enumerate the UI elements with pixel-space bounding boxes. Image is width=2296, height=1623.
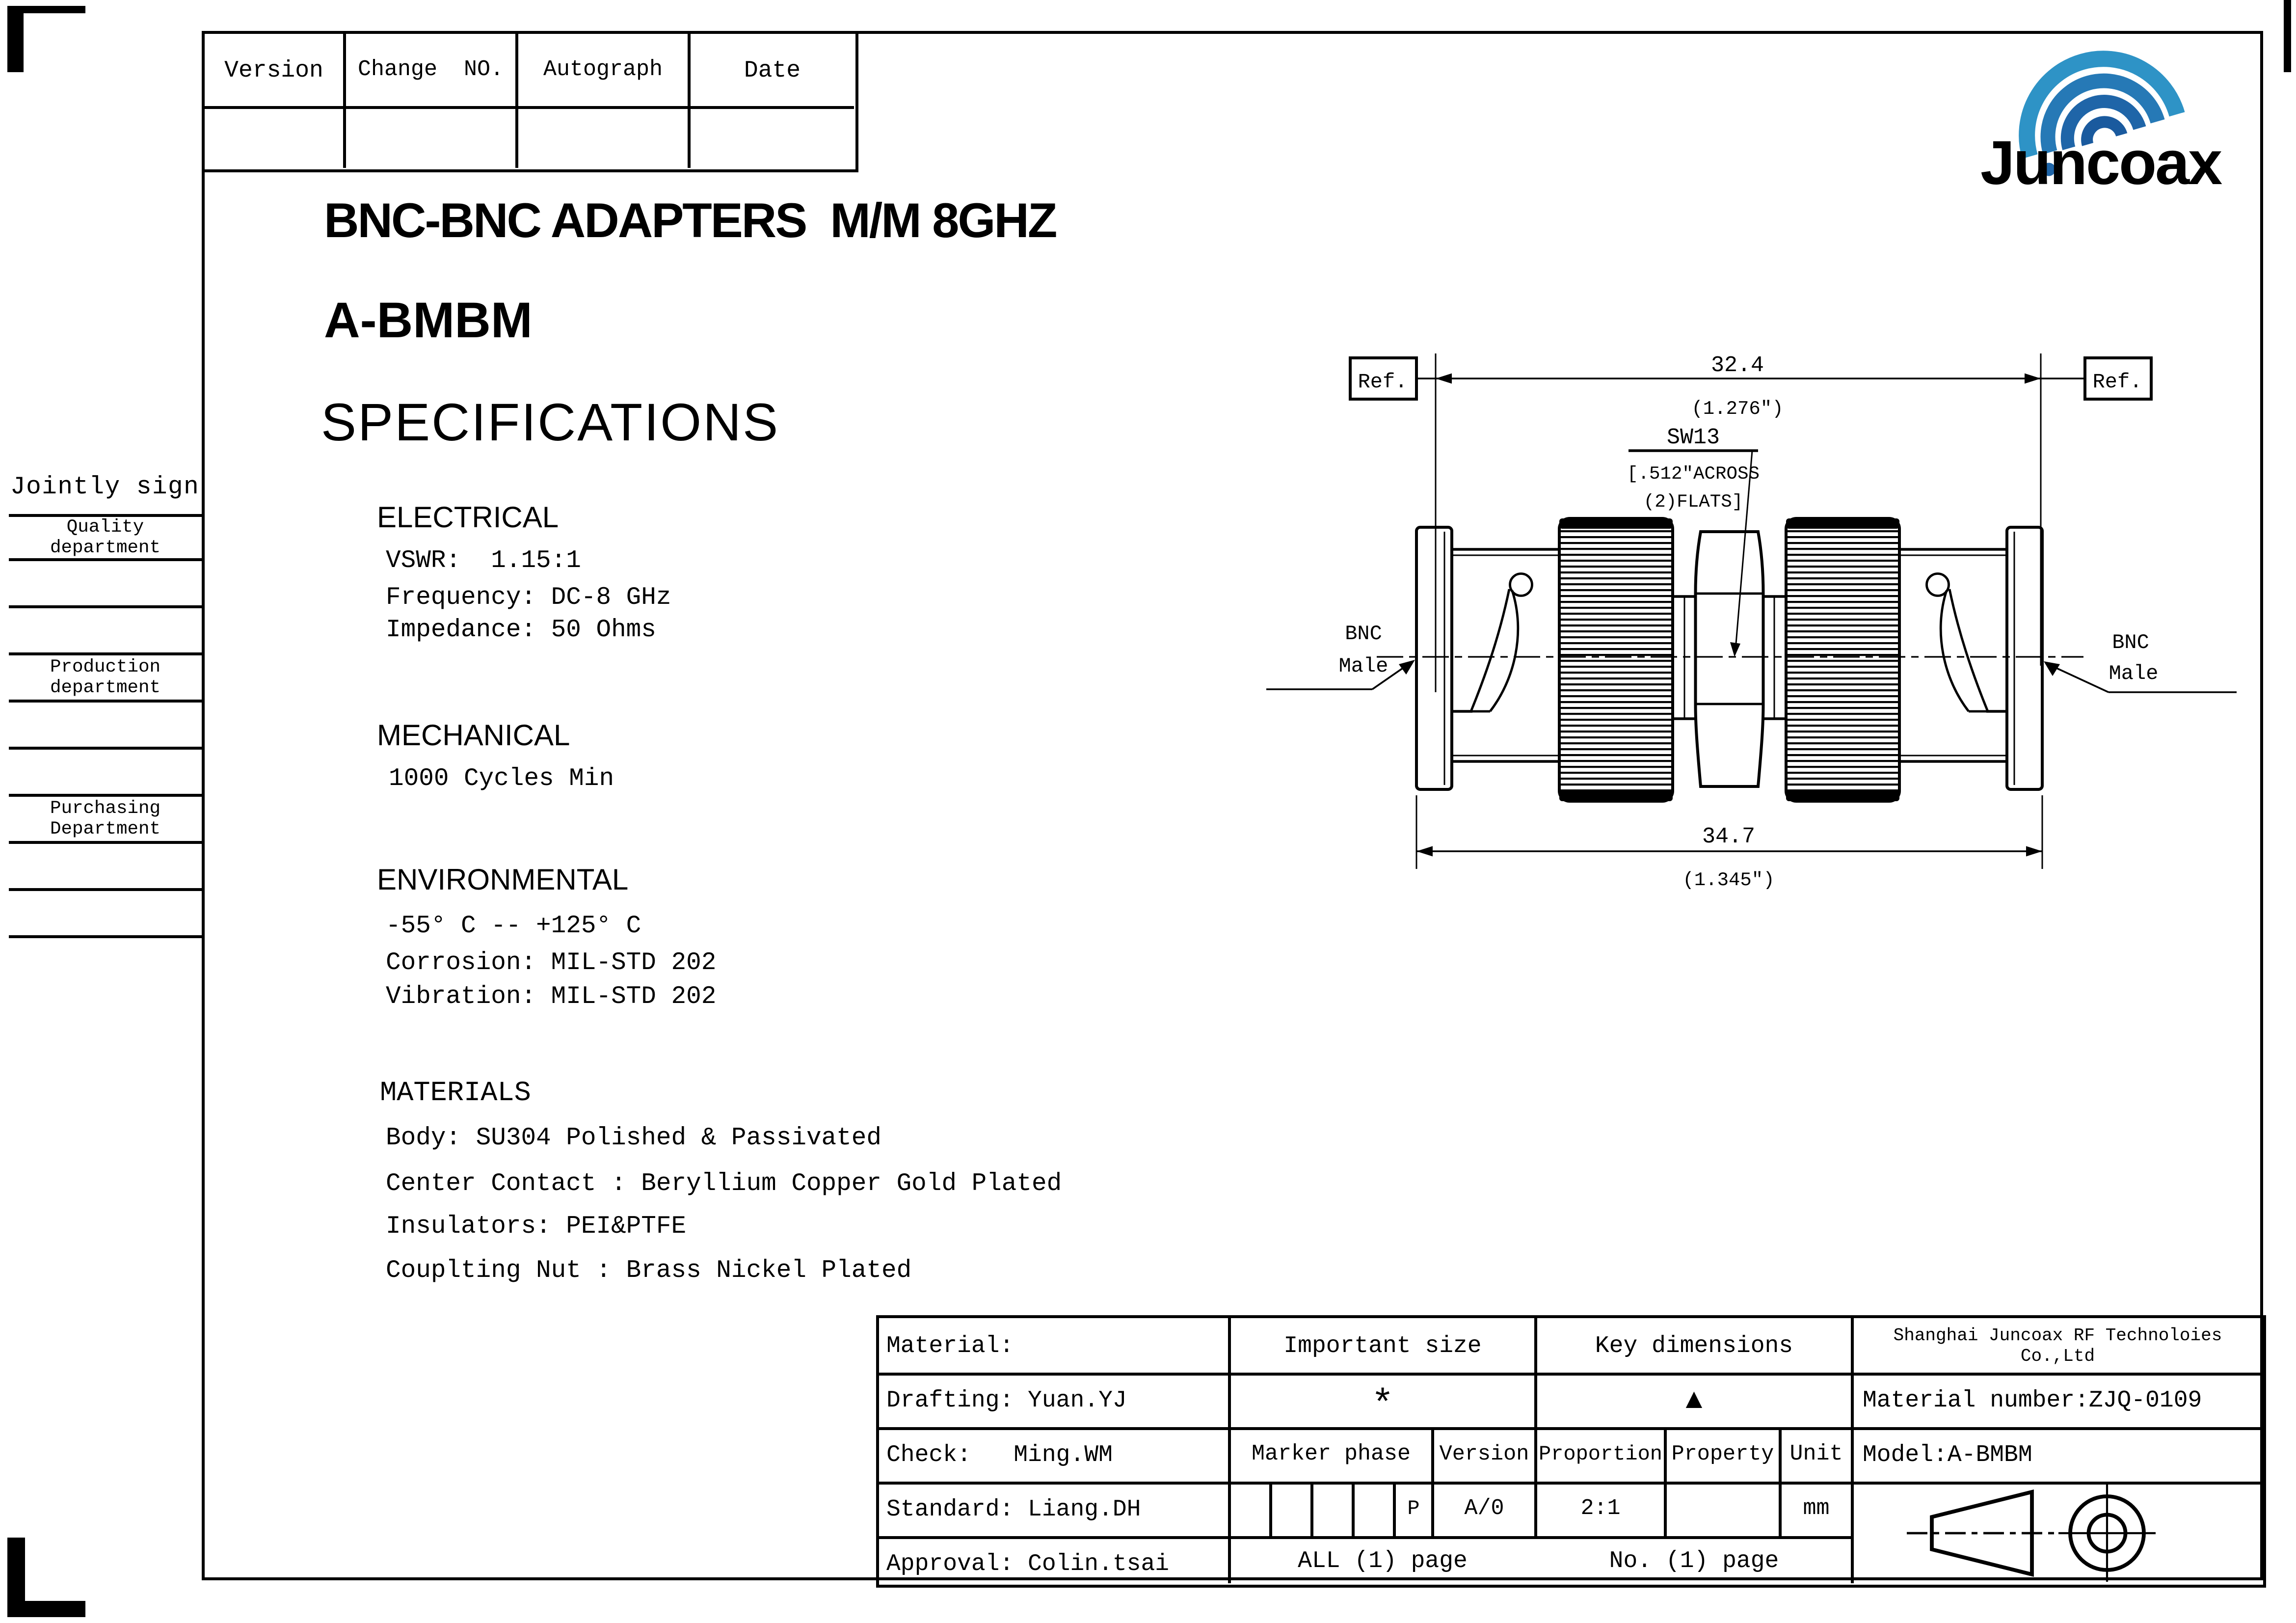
spec-frequency: Frequency: DC-8 GHz	[386, 585, 671, 613]
sign-row-empty	[9, 750, 202, 797]
sign-row-purchasing	[9, 797, 202, 844]
adapter-left-half	[1416, 518, 1696, 801]
specifications-title: SPECIFICATIONS	[321, 392, 780, 452]
unit-value: mm	[1803, 1496, 1830, 1521]
bnc-male-left-line1: BNC	[1345, 622, 1382, 646]
title-block	[876, 1315, 2266, 1588]
sign-row-empty	[9, 561, 202, 608]
phase-p-flag: P	[1407, 1497, 1420, 1521]
important-size-header: Important size	[1283, 1332, 1482, 1359]
sign-row-quality	[9, 514, 202, 561]
across-flats-label-1: [.512″ACROSS	[1627, 464, 1760, 485]
spec-coupling-nut: Couplting Nut : Brass Nickel Plated	[386, 1258, 912, 1286]
spec-body: Body: SU304 Polished & Passivated	[386, 1125, 881, 1153]
spec-cycles: 1000 Cycles Min	[389, 766, 614, 794]
model-title: A-BMBM	[324, 293, 533, 349]
sign-row-label: department	[50, 677, 160, 698]
version-value: A/0	[1464, 1496, 1504, 1521]
pages-no: No. (1) page	[1609, 1548, 1779, 1574]
coupling-nut-knurl	[1559, 518, 1673, 801]
ref-label-left: Ref.	[1358, 370, 1408, 394]
key-dimensions-header: Key dimensions	[1595, 1332, 1793, 1359]
proportion-header: Proportion	[1538, 1442, 1662, 1466]
sign-row-empty	[9, 608, 202, 655]
approval-row: Approval: Colin.tsai	[886, 1550, 1170, 1577]
revision-col-change-no: Change NO.	[357, 57, 504, 82]
spec-vibration: Vibration: MIL-STD 202	[386, 984, 717, 1012]
check-row: Check: Ming.WM	[886, 1441, 1113, 1468]
sign-row-empty	[9, 844, 202, 891]
proportion-value: 2:1	[1580, 1496, 1621, 1521]
revision-col-autograph: Autograph	[543, 57, 663, 82]
juncoax-logo	[1973, 29, 2268, 199]
sign-row-label: Department	[50, 819, 160, 839]
sign-row-empty	[9, 703, 202, 750]
important-size-mark: *	[1371, 1382, 1394, 1427]
sign-row-label: Purchasing	[50, 798, 160, 819]
company-name-line1: Shanghai Juncoax RF Technoloies	[1893, 1325, 2222, 1346]
revision-table-line	[205, 106, 854, 109]
corner-mark-bottom-left-horizontal	[7, 1601, 85, 1617]
dim-top-inch: (1.276″)	[1691, 398, 1784, 420]
spec-insulators: Insulators: PEI&PTFE	[386, 1214, 687, 1242]
material-number: Material number:ZJQ-0109	[1863, 1386, 2202, 1413]
company-name	[1854, 1318, 2262, 1373]
corner-mark-top-left-vertical	[7, 6, 24, 72]
sign-row-label: department	[50, 538, 160, 558]
bnc-male-right-line1: BNC	[2112, 631, 2149, 654]
spec-vswr: VSWR: 1.15:1	[386, 548, 581, 576]
dim-bottom-inch: (1.345″)	[1682, 869, 1775, 891]
spec-temperature: -55° C -- +125° C	[386, 913, 641, 941]
property-header: Property	[1671, 1442, 1774, 1466]
spec-corrosion: Corrosion: MIL-STD 202	[386, 950, 717, 978]
revision-col-version: Version	[224, 56, 323, 83]
title-block-line	[1269, 1482, 1272, 1536]
sign-row-label: Quality	[66, 517, 144, 538]
spec-center-contact: Center Contact : Beryllium Copper Gold Plated	[386, 1171, 1062, 1199]
materials-heading: MATERIALS	[380, 1077, 531, 1109]
sign-row-label: Production	[50, 657, 160, 677]
mechanical-heading: MECHANICAL	[377, 720, 570, 753]
corner-mark-top-left-horizontal	[7, 6, 85, 13]
unit-header: Unit	[1789, 1442, 1843, 1467]
projection-symbol-icon	[1854, 1482, 2262, 1583]
ref-label-right: Ref.	[2092, 370, 2142, 394]
key-dimensions-mark: ▲	[1680, 1383, 1708, 1415]
spec-impedance: Impedance: 50 Ohms	[386, 617, 656, 645]
pages-all: ALL (1) page	[1298, 1548, 1468, 1574]
page-title: BNC-BNC ADAPTERS M/M 8GHZ	[324, 193, 1056, 247]
sw13-label: SW13	[1666, 425, 1720, 451]
revision-table	[202, 31, 858, 172]
company-name-line2: Co.,Ltd	[2020, 1345, 2095, 1366]
logo-wordmark: Juncoax	[1980, 128, 2221, 197]
standard-row: Standard: Liang.DH	[886, 1495, 1141, 1522]
adapter-technical-drawing	[1252, 346, 2268, 898]
sign-row-production	[9, 655, 202, 703]
jointly-sign-title: Jointly sign	[10, 474, 200, 502]
title-block-line	[1352, 1482, 1355, 1536]
corner-mark-top-right-vertical	[2284, 0, 2291, 72]
version-header: Version	[1439, 1442, 1529, 1466]
dim-top-mm: 32.4	[1710, 353, 1764, 379]
model-number: Model:A-BMBM	[1863, 1441, 2032, 1468]
jointly-sign-panel	[9, 471, 202, 946]
adapter-right-half	[1762, 518, 2042, 801]
drafting-row: Drafting: Yuan.YJ	[886, 1386, 1127, 1413]
dim-bottom-mm: 34.7	[1702, 824, 1756, 849]
electrical-heading: ELECTRICAL	[377, 502, 559, 535]
material-row: Material:	[886, 1332, 1014, 1359]
bnc-male-left-line2: Male	[1338, 654, 1388, 678]
center-hex-nut	[1696, 532, 1763, 786]
bnc-male-right-line2: Male	[2109, 662, 2159, 685]
sign-row-empty	[9, 891, 202, 938]
across-flats-label-2: (2)FLATS]	[1643, 492, 1743, 513]
title-block-line	[1310, 1482, 1313, 1536]
marker-phase-header: Marker phase	[1251, 1442, 1411, 1467]
revision-col-date: Date	[744, 56, 801, 83]
environmental-heading: ENVIRONMENTAL	[377, 865, 629, 897]
